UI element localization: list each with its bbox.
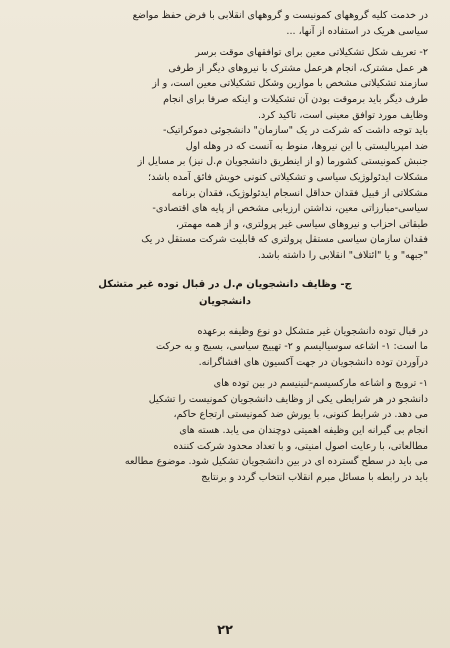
- text-line: "جبهه" و یا "ائتلاف" انقلابی را داشته باشد.: [257, 249, 428, 261]
- section-heading: [22, 276, 428, 310]
- text-line: ۲- تعریف شکل تشکیلاتی معین برای توافقهای موقت برسر: [195, 47, 428, 59]
- text-line: می باید در سطح گسترده ای در بین دانشجویان تشکیل شود. موضوع مطالعه: [124, 456, 428, 468]
- text-line: ضد امپریالیستی با این نیروها، منوط به آنست که در وهله اول: [185, 140, 428, 152]
- paragraph-5: [22, 376, 428, 485]
- text-line: جنبش کمونیستی کشورما (و از اینطریق دانشجویان م.ل نیز) بر مسایل از: [137, 156, 428, 168]
- text-line: درآوردن توده دانشجویان در جهت آکسیون های افشاگرانه.: [198, 356, 428, 368]
- paragraph-4: [22, 324, 428, 371]
- text-line: در خدمت کلیه گروههای کمونیست و گروههای انقلابی با فرض حفظ مواضع: [132, 10, 428, 21]
- text-line: هر عمل مشترک، انجام هرعمل مشترک با نیروهای دیگر از طرفی: [168, 62, 428, 74]
- heading-line: دانشجویان: [198, 295, 251, 307]
- text-line: سیاسی-مبارزاتی معین، نداشتن ارزیابی مشخص از پایه های اقتصادی-: [152, 203, 428, 215]
- text-line: طبقاتی احزاب و نیروهای سیاسی غیر پرولتری، و از همه مهمتر،: [175, 218, 428, 230]
- text-line: مشکلات ایدئولوژیک سیاسی و تشکیلاتی کنونی خویش فائق آمده باشد؛: [148, 171, 428, 183]
- paragraph-3: [22, 123, 428, 263]
- paragraph-2: [22, 45, 428, 123]
- text-line: طرف دیگر باید برموقت بودن آن تشکیلات و اینکه صرفا برای انجام: [163, 93, 428, 105]
- text-line: باید در رابطه با مسائل مبرم انقلاب انتخاب گردد و برنتایج: [201, 471, 428, 483]
- text-line: می دهد. در شرایط کنونی، با یورش ضد کمونیستی ارتجاع حاکم،: [173, 409, 428, 421]
- text-line: سازمند تشکیلاتی مشخص با موازین وشکل تشکیلاتی معین است، و از: [152, 78, 428, 90]
- text-line: ما است: ۱- اشاعه سوسیالیسم و ۲- تهییج سیاسی، بسیج و به حرکت: [155, 341, 428, 353]
- text-line: باید توجه داشت که شرکت در یک "سازمان" دانشجوئی دموکراتیک-: [162, 125, 428, 137]
- heading-line: ج- وظایف دانشجویان م.ل در قبال توده غیر متشکل: [98, 278, 352, 290]
- text-line: فقدان سازمان سیاسی مستقل پرولتری که قابلیت شرکت مستقل در یک: [141, 234, 428, 246]
- text-line: مشکلاتی از قبیل فقدان حداقل انسجام ایدئولوژیک، فقدان برنامه: [171, 187, 428, 199]
- text-line: سیاسی هریک در استفاده از آنها، ...: [286, 25, 428, 37]
- text-line: در قبال توده دانشجویان غیر متشکل دو نوع وظیفه برعهده: [197, 325, 428, 337]
- page-number: ۲۲: [217, 623, 233, 638]
- text-line: مطالعاتی، با رعایت اصول امنیتی، و با تعداد محدود شرکت کننده: [173, 440, 428, 452]
- text-line: دانشجو در هر شرایطی یکی از وظایف دانشجویان کمونیست را تشکیل: [148, 393, 428, 405]
- text-line: انجام بی گیرانه این وظیفه اهمیتی دوچندان می یابد. هسته های: [179, 425, 428, 437]
- paragraph-1: [22, 8, 428, 39]
- text-line: وظایف مورد توافق معینی است، تاکید کرد.: [257, 109, 428, 121]
- document-body: [22, 8, 428, 485]
- text-line: ۱- ترویج و اشاعه مارکسیسم-لنینیسم در بین توده های: [213, 378, 428, 390]
